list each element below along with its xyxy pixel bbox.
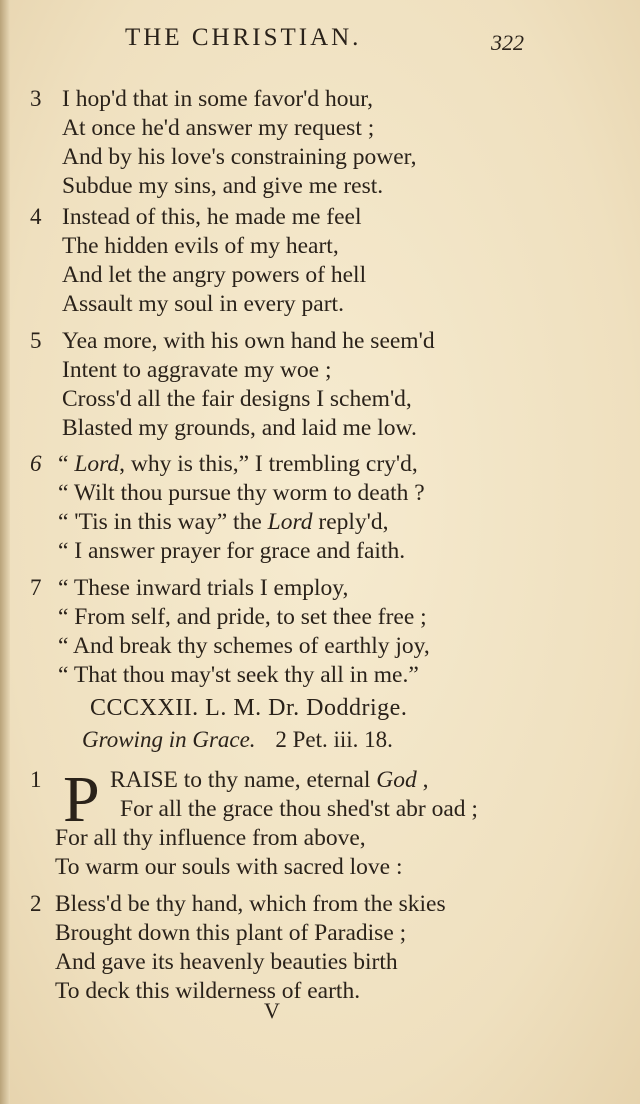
stanza-number: 6 <box>30 451 42 476</box>
verse-line: Assault my soul in every part. <box>62 291 344 317</box>
stanza-number: 2 <box>30 891 42 916</box>
verse-line: “ From self, and pride, to set thee free ; <box>58 604 427 630</box>
verse-line: The hidden evils of my heart, <box>62 233 339 259</box>
verse-line: Brought down this plant of Paradise ; <box>55 920 407 946</box>
verse-line: At once he'd answer my request ; <box>62 115 375 141</box>
verse-line: Bless'd be thy hand, which from the skies <box>55 891 446 917</box>
hymn-title: CCCXXII. L. M. Dr. Doddrige. <box>90 695 408 721</box>
hymn-subtitle <box>82 727 393 753</box>
verse-line: Blasted my grounds, and laid me low. <box>62 415 417 441</box>
drop-cap: P <box>63 763 100 836</box>
verse-line: RAISE to thy name, eternal God , <box>110 767 429 793</box>
stanza-number: 4 <box>30 204 42 229</box>
page-number: 322 <box>491 30 524 55</box>
verse-line: “ That thou may'st seek thy all in me.” <box>58 662 419 688</box>
stanza-number: 1 <box>30 767 42 792</box>
verse-line: I hop'd that in some favor'd hour, <box>62 86 374 112</box>
hymn-subtitle-reference: 2 Pet. iii. 18. <box>275 727 393 752</box>
verse-line: To warm our souls with sacred love : <box>55 854 403 880</box>
verse-line: Subdue my sins, and give me rest. <box>62 173 384 199</box>
verse-line: “ These inward trials I employ, <box>58 575 349 601</box>
hymn-subtitle-theme: Growing in Grace. <box>82 727 256 752</box>
stanza-number: 5 <box>30 328 42 353</box>
verse-line: Intent to aggravate my woe ; <box>62 357 332 383</box>
verse-line: “ Wilt thou pursue thy worm to death ? <box>58 480 425 506</box>
stanza-number: 3 <box>30 86 42 111</box>
page-gutter <box>0 0 10 1104</box>
verse-line: Yea more, with his own hand he seem'd <box>62 328 435 354</box>
page-header <box>0 24 640 64</box>
verse-line: And let the angry powers of hell <box>62 262 367 288</box>
verse-line: And by his love's constraining power, <box>62 144 417 170</box>
verse-line: For all thy influence from above, <box>55 825 366 851</box>
verse-line: And gave its heavenly beauties birth <box>55 949 398 975</box>
verse-line: “ And break thy schemes of earthly joy, <box>58 633 430 659</box>
verse-line: For all the grace thou shed'st abr oad ; <box>120 796 478 822</box>
verse-line: “ 'Tis in this way” the Lord reply'd, <box>58 509 389 535</box>
verse-line: Instead of this, he made me feel <box>62 204 362 230</box>
catchword: V <box>264 998 280 1023</box>
verse-line: “ I answer prayer for grace and faith. <box>58 538 406 564</box>
running-title: THE CHRISTIAN. <box>125 24 362 51</box>
verse-line: “ Lord, why is this,” I trembling cry'd, <box>58 451 418 477</box>
verse-line: To deck this wilderness of earth. <box>55 978 361 1004</box>
verse-line: Cross'd all the fair designs I schem'd, <box>62 386 412 412</box>
stanza-number: 7 <box>30 575 42 600</box>
